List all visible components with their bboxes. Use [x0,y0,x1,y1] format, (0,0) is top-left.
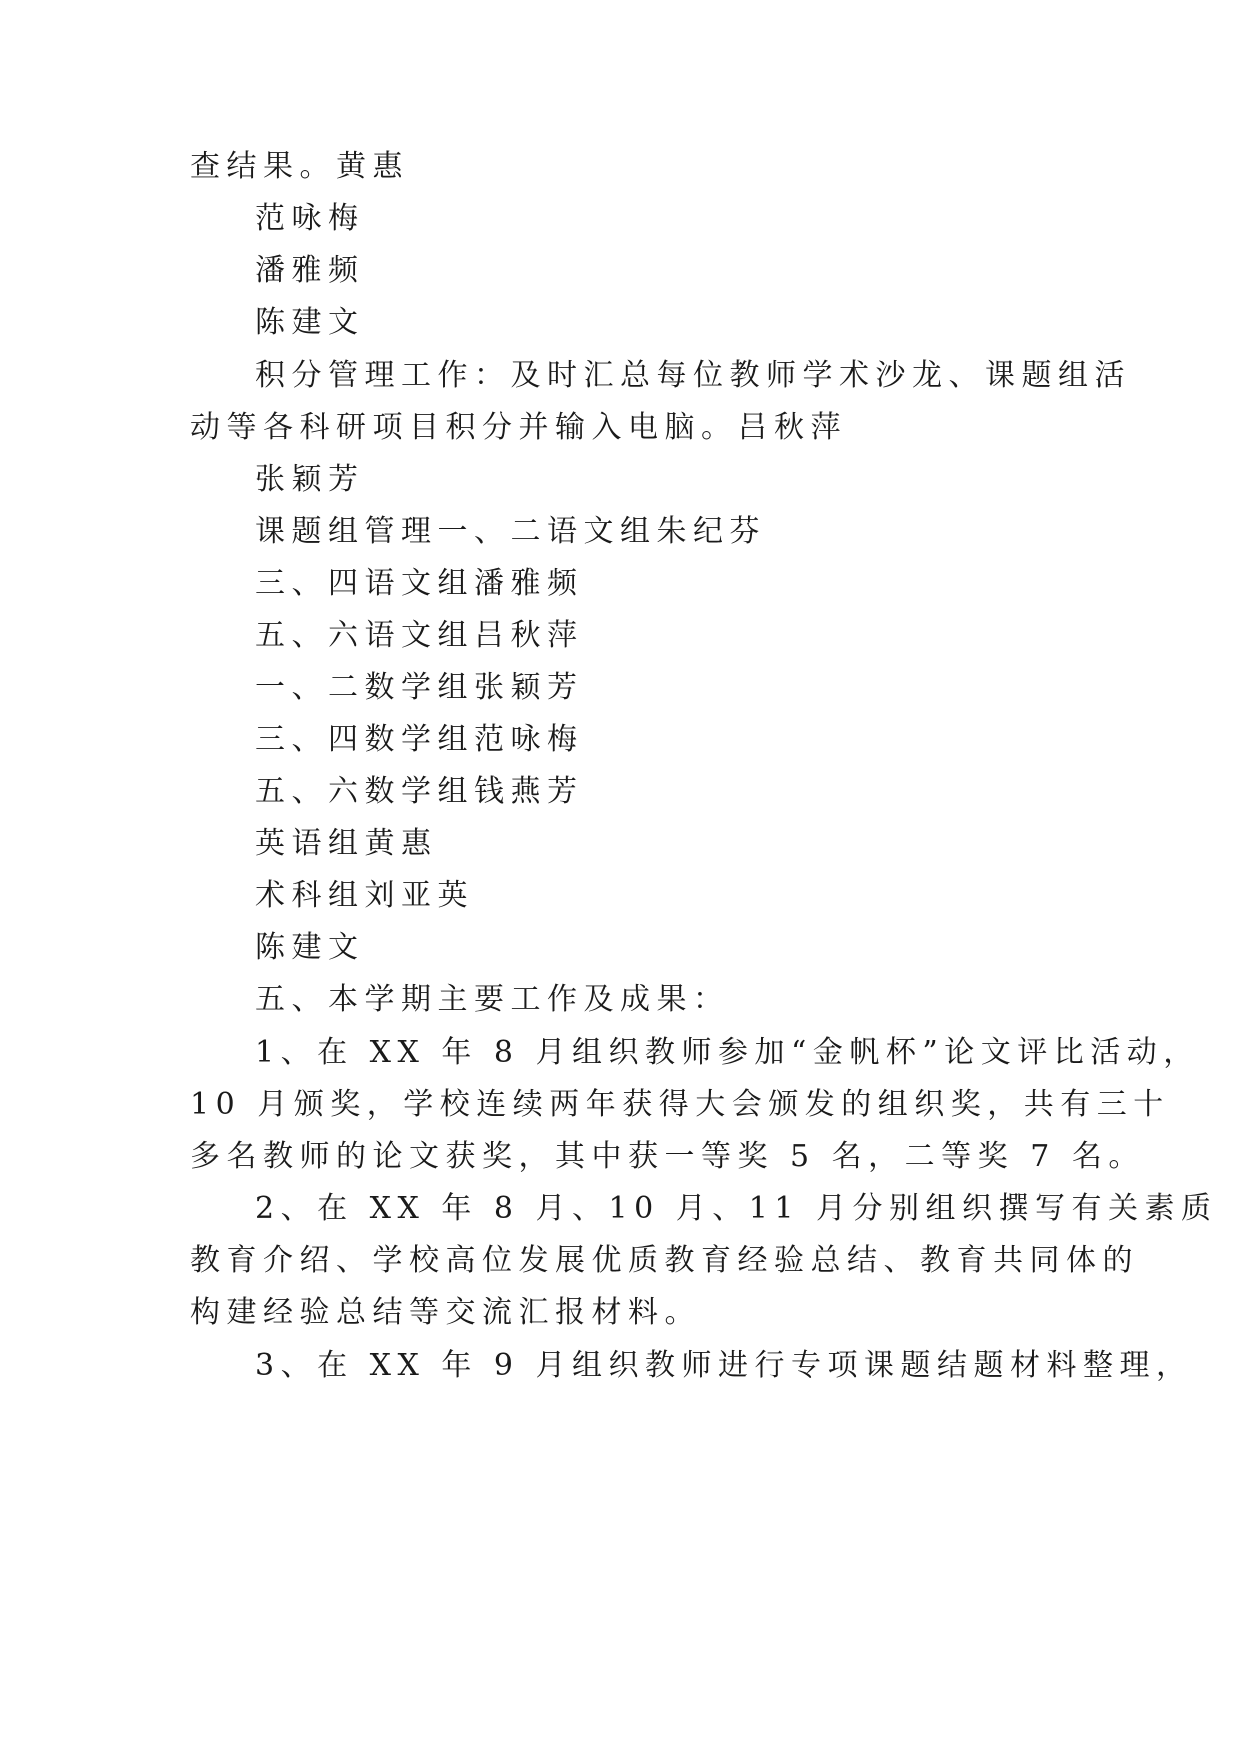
text-line: 陈建文 [255,305,365,340]
text-line: 教育介绍、学校高位发展优质教育经验总结、教育共同体的 [190,1243,1139,1278]
text-line: 三、四语文组潘雅频 [255,566,584,601]
text-line: 多名教师的论文获奖，其中获一等奖 5 名，二等奖 7 名。 [190,1139,1145,1174]
text-line: 五、六数学组钱燕芳 [255,774,584,809]
text-line: 动等各科研项目积分并输入电脑。吕秋萍 [190,410,847,445]
text-line: 10 月颁奖，学校连续两年获得大会颁发的组织奖，共有三十 [190,1087,1170,1122]
text-line: 课题组管理一、二语文组朱纪芬 [255,514,766,549]
text-line: 1、在 XX 年 8 月组织教师参加“金帆杯”论文评比活动， [255,1035,1200,1070]
text-line: 术科组刘亚英 [255,878,474,913]
text-line: 查结果。黄惠 [190,149,409,184]
text-line: 张颖芳 [255,462,365,497]
text-line: 构建经验总结等交流汇报材料。 [190,1295,701,1330]
text-line: 潘雅频 [255,253,365,288]
text-line: 英语组黄惠 [255,826,438,861]
text-line: 三、四数学组范咏梅 [255,722,584,757]
text-line: 五、六语文组吕秋萍 [255,618,584,653]
text-line: 积分管理工作：及时汇总每位教师学术沙龙、课题组活 [255,358,1131,393]
text-line: 范咏梅 [255,201,365,236]
text-line: 2、在 XX 年 8 月、10 月、11 月分别组织撰写有关素质 [255,1191,1218,1226]
text-line: 一、二数学组张颖芳 [255,670,584,705]
text-line: 3、在 XX 年 9 月组织教师进行专项课题结题材料整理， [255,1348,1193,1383]
text-line: 五、本学期主要工作及成果： [255,982,730,1017]
text-line: 陈建文 [255,930,365,965]
